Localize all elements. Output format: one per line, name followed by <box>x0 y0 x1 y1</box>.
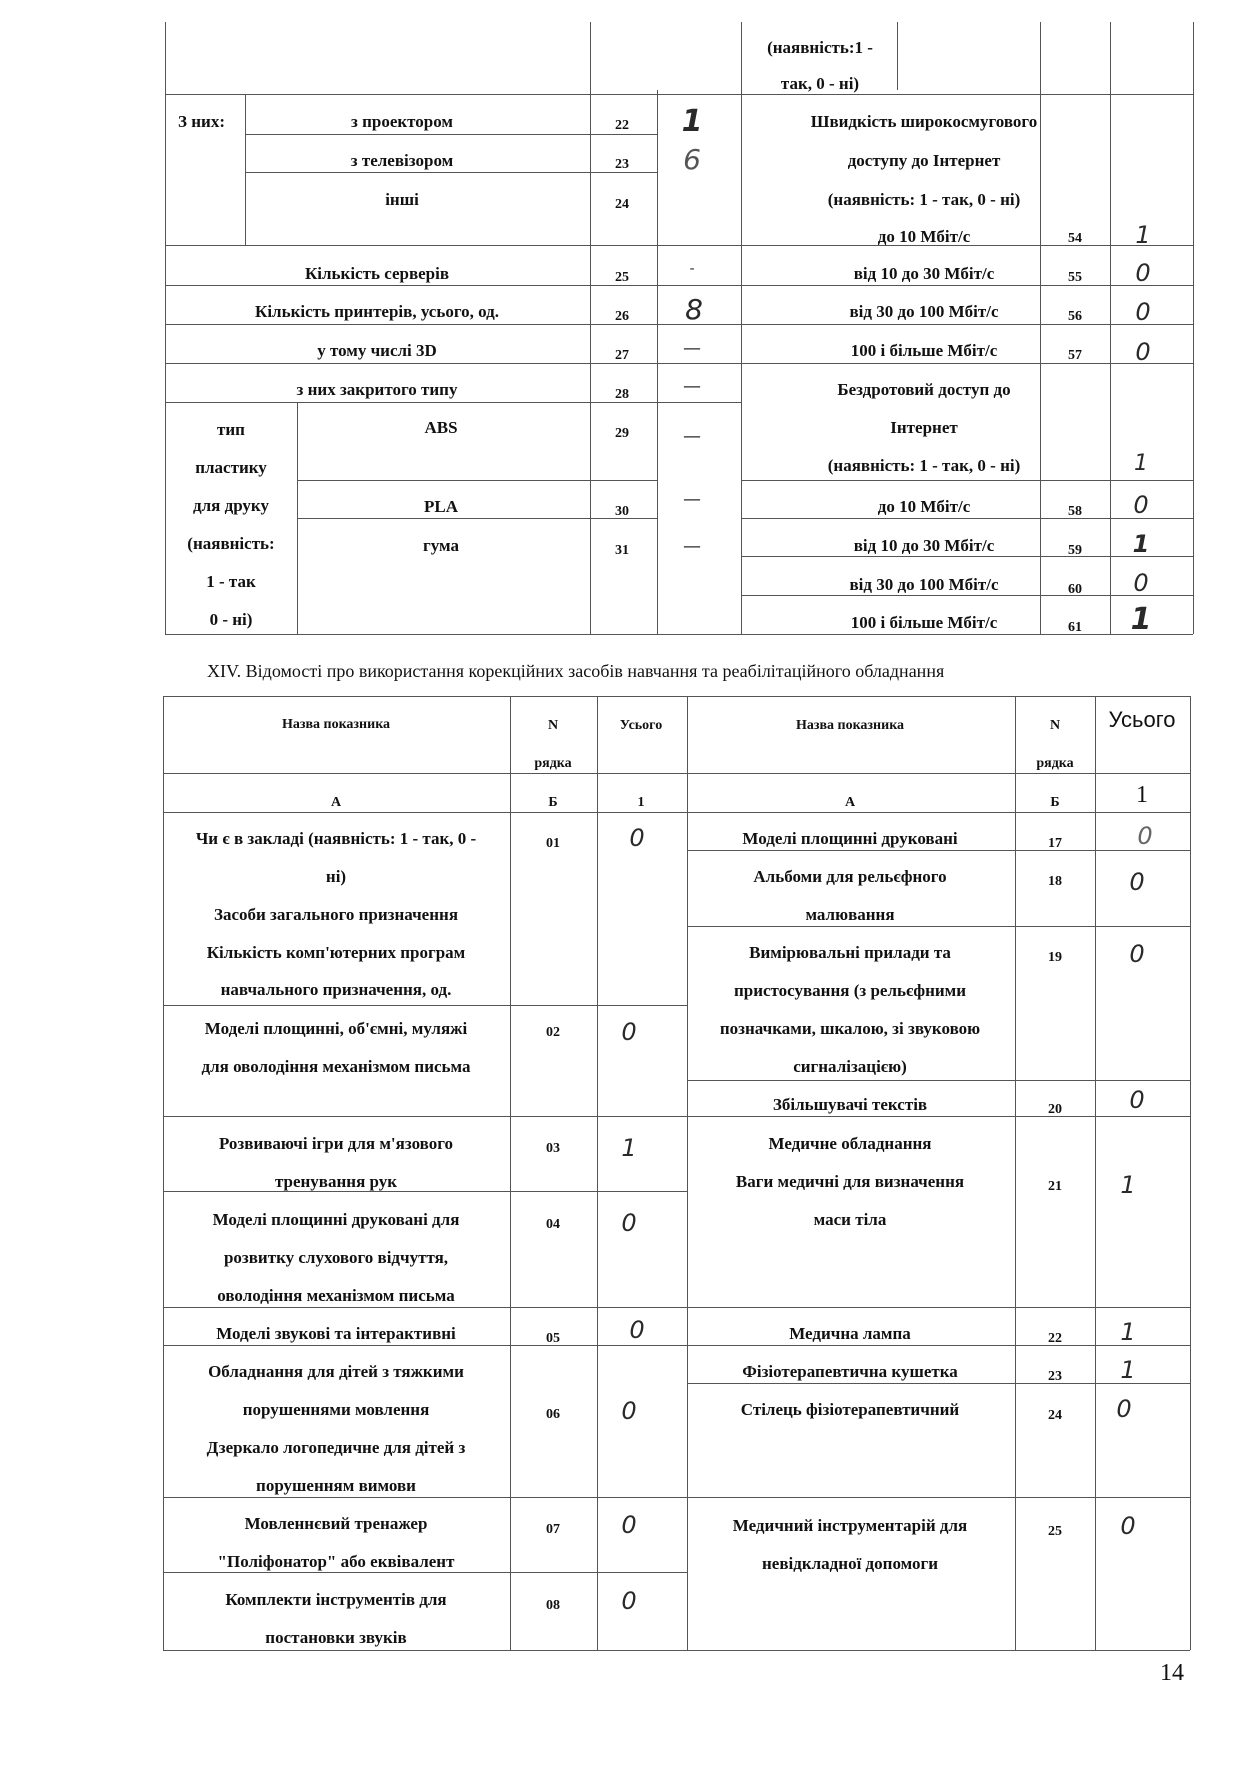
broadband-title-line: Швидкість широкосмугового <box>810 112 1038 131</box>
row-text: Дзеркало логопедичне для дітей з <box>206 1438 466 1457</box>
col-1-left: 1 <box>637 795 645 810</box>
row-code: 30 <box>615 504 629 519</box>
row-label-abs: ABS <box>424 418 458 437</box>
row-code: 29 <box>615 426 629 441</box>
row-text: Ваги медичні для визначення <box>735 1172 965 1191</box>
row-code: 23 <box>615 157 629 172</box>
row-text: позначками, шкалою, зі звуковою <box>719 1019 981 1038</box>
broadband-title-line: (наявність: 1 - так, 0 - ні) <box>827 190 1021 209</box>
row-code: 28 <box>615 387 629 402</box>
row-text: Моделі площинні друковані <box>742 829 958 848</box>
hw-value: 0 <box>1135 338 1151 366</box>
row-text: Моделі площинні, об'ємні, муляжі <box>204 1019 468 1038</box>
plastic-line: пластику <box>195 458 267 477</box>
hw-value: — <box>683 489 701 510</box>
hw-value: 0 <box>621 1511 637 1539</box>
speed-label: до 10 Мбіт/с <box>877 227 971 246</box>
row-code: 57 <box>1068 348 1082 363</box>
row-label-printers: Кількість принтерів, усього, од. <box>255 302 499 321</box>
row-code: 03 <box>546 1141 560 1156</box>
speed-label: від 10 до 30 Мбіт/с <box>853 536 995 555</box>
row-text: для оволодіння механізмом письма <box>201 1057 471 1076</box>
row-code: 20 <box>1048 1102 1062 1117</box>
row-text: Засоби загального призначення <box>213 905 459 924</box>
hw-value: 1 <box>1135 221 1151 249</box>
row-text: Стілець фізіотерапевтичний <box>740 1400 960 1419</box>
hw-value: 0 <box>629 1316 645 1344</box>
row-text: Вимірювальні прилади та <box>749 943 951 962</box>
speed-label: 100 і більше Мбіт/с <box>850 613 998 632</box>
row-label-servers: Кількість серверів <box>304 264 450 283</box>
row-text: Моделі площинні друковані для <box>212 1210 460 1229</box>
row-code: 06 <box>546 1407 560 1422</box>
speed-label: від 30 до 100 Мбіт/с <box>849 302 999 321</box>
row-text: пристосування (з рельєфними <box>733 981 967 1000</box>
hw-value: 0 <box>1133 569 1149 597</box>
plastic-line: 1 - так <box>206 572 256 591</box>
row-text: розвитку слухового відчуття, <box>223 1248 449 1267</box>
row-code: 23 <box>1048 1369 1062 1384</box>
plastic-line: тип <box>217 420 245 439</box>
row-code: 24 <box>1048 1408 1062 1423</box>
plastic-line: 0 - ні) <box>209 610 253 629</box>
broadband-title-line: доступу до Інтернет <box>847 151 1001 170</box>
hw-value: — <box>683 376 701 397</box>
header-name-right: Назва показника <box>795 718 905 733</box>
row-text: порушеннями мовлення <box>242 1400 430 1419</box>
row-label-rubber: гума <box>423 536 459 555</box>
hw-value: - <box>689 261 695 277</box>
hw-value: — <box>683 536 701 557</box>
hw-value: 1 <box>681 104 703 139</box>
hw-value: 1 <box>621 1134 637 1162</box>
row-code: 26 <box>615 309 629 324</box>
row-label-projector: з проектором <box>350 112 454 131</box>
row-code: 19 <box>1048 950 1062 965</box>
row-code: 25 <box>1048 1524 1062 1539</box>
row-text: Збільшувачі текстів <box>772 1095 928 1114</box>
row-text: тренування рук <box>274 1172 398 1191</box>
col-1-right: 1 <box>1136 782 1148 808</box>
page-number: 14 <box>1160 1660 1184 1686</box>
row-text: Фізіотерапевтична кушетка <box>742 1362 958 1381</box>
availability-note-line1: (наявність:1 - <box>767 38 873 57</box>
hw-value: 0 <box>1120 1512 1136 1540</box>
hw-value: 0 <box>1129 868 1145 896</box>
row-text: Медична лампа <box>789 1324 911 1343</box>
row-text: Альбоми для рельєфного <box>753 867 947 886</box>
hw-value: 0 <box>621 1587 637 1615</box>
row-code: 22 <box>1048 1331 1062 1346</box>
hw-value: 0 <box>621 1209 637 1237</box>
plastic-line: (наявність: <box>187 534 275 553</box>
row-text: Медичне обладнання <box>768 1134 932 1153</box>
hw-value: 0 <box>1135 298 1151 326</box>
col-b-right: Б <box>1050 795 1060 810</box>
row-code: 54 <box>1068 231 1082 246</box>
row-code: 58 <box>1068 504 1082 519</box>
hw-value: 0 <box>1137 822 1153 850</box>
row-text: ні) <box>325 867 347 886</box>
row-text: Обладнання для дітей з тяжкими <box>208 1362 464 1381</box>
row-label-other: інші <box>385 190 419 209</box>
wireless-title-line: (наявність: 1 - так, 0 - ні) <box>827 456 1021 475</box>
row-label-closed: з них закритого типу <box>296 380 458 399</box>
row-code: 17 <box>1048 836 1062 851</box>
row-code: 18 <box>1048 874 1062 889</box>
row-text: сигналізацією) <box>793 1057 907 1076</box>
col-a-left: А <box>330 795 342 810</box>
row-code: 56 <box>1068 309 1082 324</box>
plastic-line: для друку <box>193 496 269 515</box>
hw-value: 0 <box>621 1397 637 1425</box>
col-a-right: А <box>844 795 856 810</box>
hw-value: 0 <box>621 1018 637 1046</box>
row-code: 55 <box>1068 270 1082 285</box>
hw-value: 1 <box>1130 602 1152 637</box>
hw-value: 0 <box>1129 1086 1145 1114</box>
hw-value: — <box>683 426 701 447</box>
row-text: Моделі звукові та інтерактивні <box>216 1324 456 1343</box>
row-code: 04 <box>546 1217 560 1232</box>
header-row-right: рядка <box>1036 756 1074 771</box>
row-code: 02 <box>546 1025 560 1040</box>
row-code: 24 <box>615 197 629 212</box>
hw-value: 1 <box>1132 530 1150 558</box>
speed-label: до 10 Мбіт/с <box>877 497 971 516</box>
row-text: Медичний інструментарій для <box>732 1516 968 1535</box>
wireless-title-line: Бездротовий доступ до <box>837 380 1011 399</box>
row-text: оволодіння механізмом письма <box>217 1286 455 1305</box>
row-text: постановки звуків <box>265 1628 407 1647</box>
header-n-left: N <box>547 718 559 733</box>
row-text: Мовленнєвий тренажер <box>244 1514 428 1533</box>
row-label-3d: у тому числі 3D <box>317 341 437 360</box>
row-text: Розвиваючі ігри для м'язового <box>218 1134 454 1153</box>
header-name-left: Назва показника <box>281 717 391 732</box>
hw-value: 0 <box>1133 491 1149 519</box>
header-total-right: Усього <box>1108 707 1176 732</box>
row-text: Чи є в закладі (наявність: 1 - так, 0 - <box>195 829 477 848</box>
availability-note-line2: так, 0 - ні) <box>780 74 860 93</box>
row-text: малювання <box>805 905 895 924</box>
row-code: 05 <box>546 1331 560 1346</box>
hw-value: — <box>683 338 701 359</box>
header-total-left: Усього <box>619 718 663 733</box>
hw-value: 0 <box>629 824 645 852</box>
section-title: XIV. Відомості про використання корекційних засобів навчання та реабілітаційного обладнання <box>207 661 945 681</box>
row-code: 61 <box>1068 620 1082 635</box>
row-code: 59 <box>1068 543 1082 558</box>
row-code: 21 <box>1048 1179 1062 1194</box>
row-code: 31 <box>615 543 629 558</box>
row-label-tv: з телевізором <box>350 151 454 170</box>
hw-value: 1 <box>1120 1356 1136 1384</box>
hw-value: 1 <box>1120 1171 1136 1199</box>
header-row-left: рядка <box>534 756 572 771</box>
hw-value: 6 <box>683 143 701 176</box>
row-text: невідкладної допомоги <box>762 1554 938 1573</box>
hw-value: 1 <box>1120 1318 1136 1346</box>
row-text: порушенням вимови <box>256 1476 416 1495</box>
row-code: 27 <box>615 348 629 363</box>
wireless-title-line: Інтернет <box>890 418 958 437</box>
hw-value: 8 <box>685 293 703 326</box>
of-them-label: З них: <box>178 112 225 131</box>
speed-label: від 30 до 100 Мбіт/с <box>849 575 999 594</box>
row-code: 08 <box>546 1598 560 1613</box>
hw-value: 1 <box>1134 451 1148 476</box>
row-code: 22 <box>615 118 629 133</box>
row-code: 07 <box>546 1522 560 1537</box>
speed-label: 100 і більше Мбіт/с <box>850 341 998 360</box>
row-code: 60 <box>1068 582 1082 597</box>
row-code: 01 <box>546 836 560 851</box>
speed-label: від 10 до 30 Мбіт/с <box>853 264 995 283</box>
row-text: Комплекти інструментів для <box>225 1590 447 1609</box>
hw-value: 0 <box>1116 1395 1132 1423</box>
row-text: Кількість комп'ютерних програм <box>206 943 466 962</box>
header-n-right: N <box>1049 718 1061 733</box>
row-label-pla: PLA <box>424 497 458 516</box>
row-text: навчального призначення, од. <box>220 980 452 999</box>
row-code: 25 <box>615 270 629 285</box>
hw-value: 0 <box>1135 259 1151 287</box>
row-text: маси тіла <box>813 1210 887 1229</box>
row-text: "Поліфонатор" або еквівалент <box>217 1552 455 1571</box>
col-b-left: Б <box>548 795 558 810</box>
hw-value: 0 <box>1129 940 1145 968</box>
